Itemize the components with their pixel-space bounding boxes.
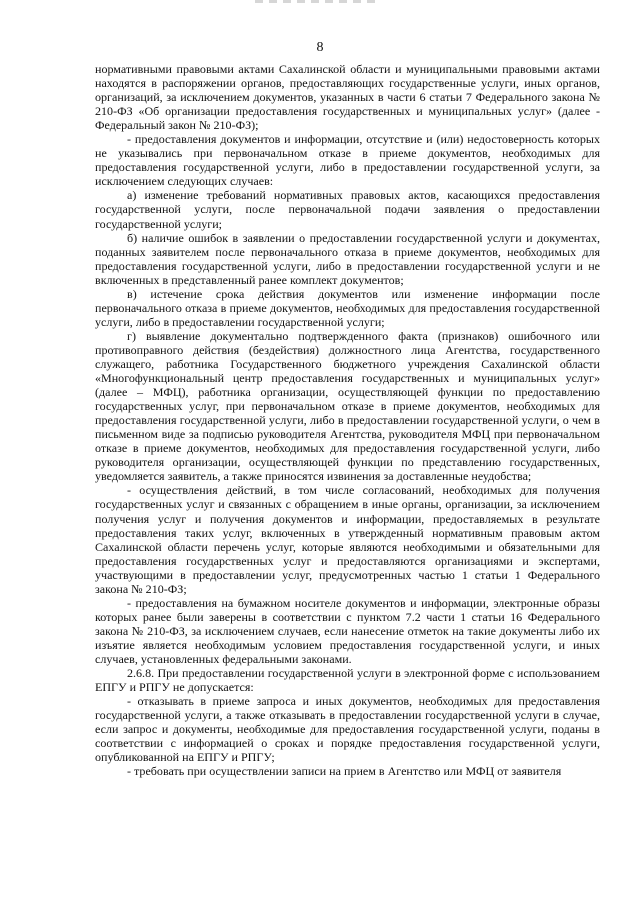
- paragraph-case-a: а) изменение требований нормативных правовых актов, касающихся предоставления государственной услуги, после первоначальной подачи заявления о предоставлении государственной услуги;: [95, 188, 600, 231]
- paragraph-continuation: нормативными правовыми актами Сахалинской области и муниципальными правовыми актами находятся в распоряжении органов, предоставляющих государственные услуги, иных органов, организаций, за исключением документов, указанных в части 6 статьи 7 Федерального закона № 210-ФЗ «Об организации предоставления государственных и муниципальных услуг» (далее - Федеральный закон № 210-ФЗ);: [95, 62, 600, 133]
- scan-artifact: [255, 0, 375, 3]
- paragraph-bullet-require: - требовать при осуществлении записи на прием в Агентство или МФЦ от заявителя: [127, 764, 562, 779]
- paragraph-section-2-6-8: 2.6.8. При предоставлении государственной услуги в электронной форме с использованием ЕПГУ и РПГУ не допускается:: [95, 666, 600, 695]
- paragraph-bullet-actions: - осуществления действий, в том числе согласований, необходимых для получения государственных услуг и связанных с обращением в иные органы, организации, за исключением получения услуг и получения документов и информации, предоставляемых в результате предоставления таких услуг, включенных в утвержденный нормативным правовым актом Сахалинской области перечень услуг, которые являются необходимыми и обязательными для предоставления государственных услуг и предоставляются организациями и экспертами, участвующими в предоставлении услуг, предусмотренных частью 1 статьи 1 Федерального закона № 210-ФЗ;: [95, 483, 600, 596]
- document-body: [95, 62, 600, 778]
- paragraph-case-v: в) истечение срока действия документов или изменение информации после первоначального отказа в приеме документов, необходимых для предоставления государственной услуги, либо в предоставлении государственной услуги;: [95, 286, 600, 329]
- paragraph-case-b: б) наличие ошибок в заявлении о предоставлении государственной услуги и документах, поданных заявителем после первоначального отказа в приеме документов, необходимых для предоставления государственной услуги, либо в предоставлении государственной услуги и не включенных в представленный ранее комплект документов;: [95, 230, 600, 287]
- page-number: 8: [316, 40, 324, 55]
- paragraph-case-g: г) выявление документально подтвержденного факта (признаков) ошибочного или противоправного действия (бездействия) должностного лица Агентства, государственного служащего, работника Государственного бюджетного учреждения Сахалинской области «Многофункциональный центр предоставления государственных и муниципальных услуг» (далее – МФЦ), работника организации, осуществляющей функции по предоставлению государственных услуг, при первоначальном отказе в приеме документов, необходимых для предоставления государственной услуги, либо в предоставлении государственной услуги, о чем в письменном виде за подписью руководителя Агентства, руководителя МФЦ при первоначальном отказе в приеме документов, необходимых для предоставления государственной услуги, либо руководителя организации, осуществляющей функции по представлению государственных, уведомляется заявитель, а также приносятся извинения за доставленные неудобства;: [95, 328, 600, 484]
- paragraph-bullet-documents: - предоставления документов и информации, отсутствие и (или) недостоверность которых не указывались при первоначальном отказе в приеме документов, необходимых для предоставления государственной услуги, либо в предоставлении государственной услуги, за исключением следующих случаев:: [95, 132, 600, 189]
- paragraph-bullet-refuse: - отказывать в приеме запроса и иных документов, необходимых для предоставления государственной услуги, а также отказывать в предоставлении государственной услуги в случае, если запрос и документы, необходимые для предоставления государственной услуги, поданы в соответствии с информацией о сроках и порядке предоставления государственной услуги, опубликованной на ЕПГУ и РПГУ;: [95, 694, 600, 765]
- paragraph-bullet-paper: - предоставления на бумажном носителе документов и информации, электронные образы которых ранее были заверены в соответствии с пунктом 7.2 части 1 статьи 16 Федерального закона № 210-ФЗ, за исключением случаев, если нанесение отметок на такие документы либо их изъятие является необходимым условием предоставления государственной услуги, и иных случаев, установленных федеральными законами.: [95, 595, 600, 666]
